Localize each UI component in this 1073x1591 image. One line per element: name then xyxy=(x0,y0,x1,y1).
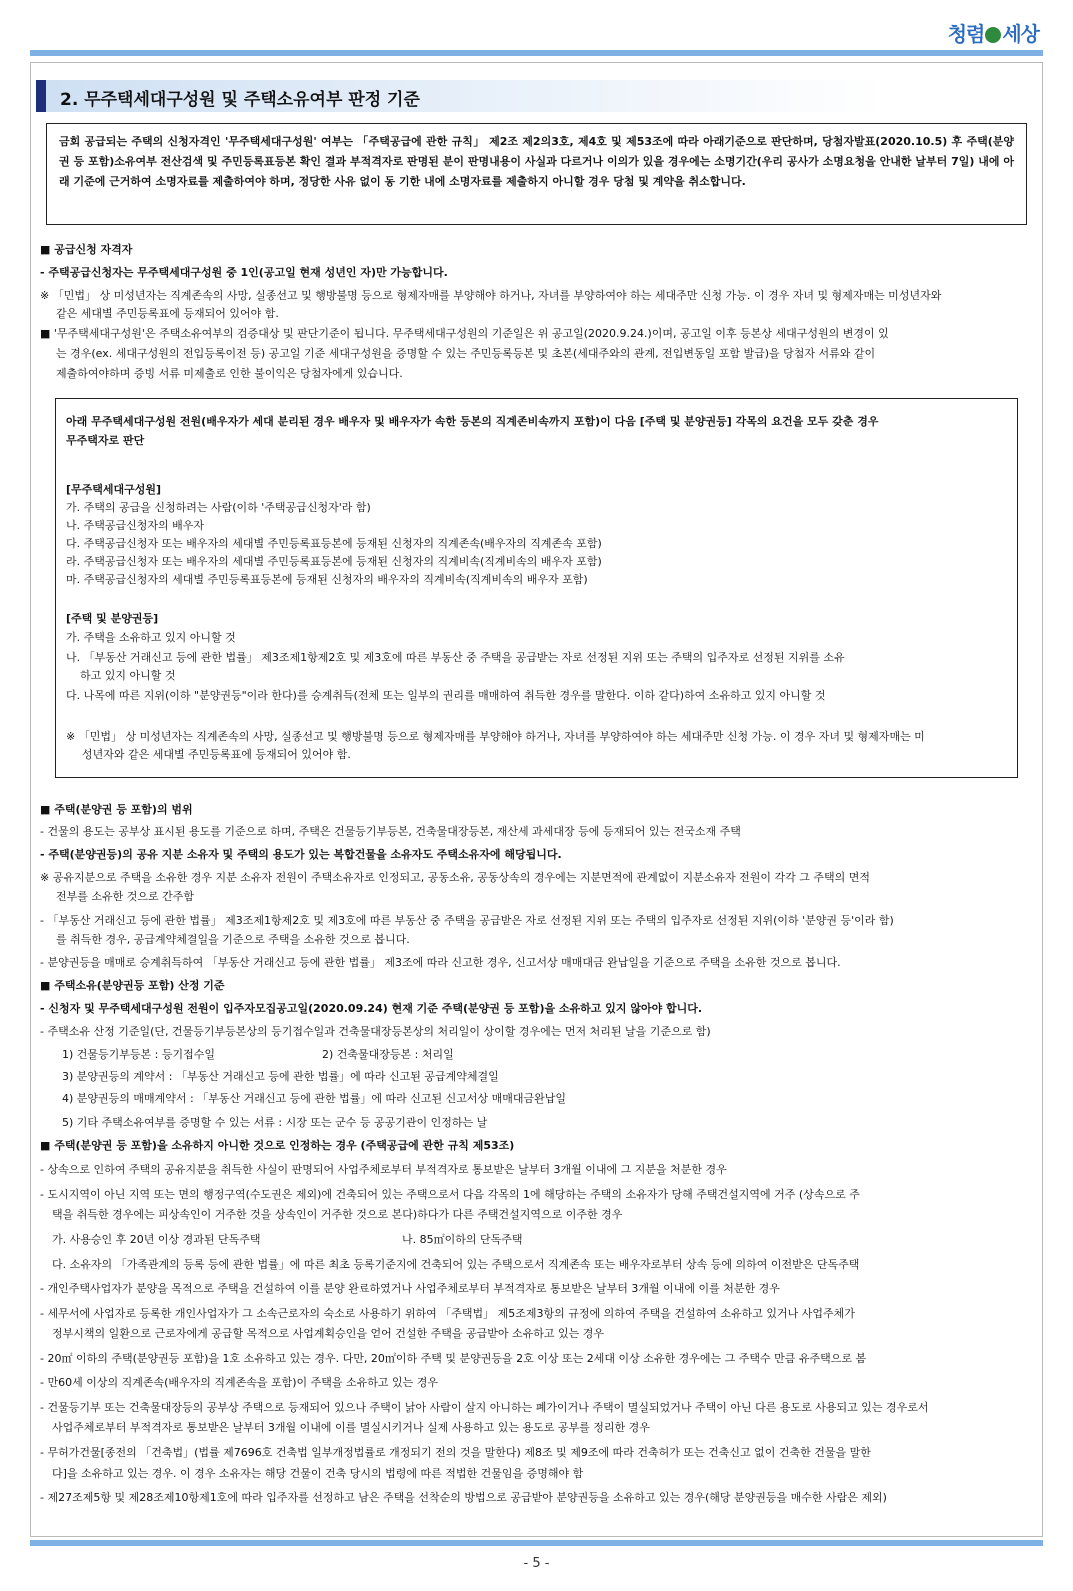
box-item: 가. 주택의 공급을 신청하려는 사람(이하 '주택공급신청자'라 함) xyxy=(66,501,371,514)
s2-line: - 분양권등을 매매로 승계취득하여 「부동산 거래신고 등에 관한 법률」 제3조에 따라 신고한 경우, 신고서상 매매대금 완납일을 기준으로 주택을 소유한 것으로 봅니다. xyxy=(40,956,841,969)
box-line: 아래 무주택세대구성원 전원(배우자가 세대 분리된 경우 배우자 및 배우자가 속한 등본의 직계존비속까지 포함)이 다음 [주택 및 분양권등] 각목의 요건을 모두 갖춘 경우 xyxy=(66,415,879,428)
s4-line: - 상속으로 인하여 주택의 공유지분을 취득한 사실이 판명되어 사업주체로부터 부적격자로 통보받은 날부터 3개월 이내에 그 지분을 처분한 경우 xyxy=(40,1163,727,1176)
s1-line: ※ 「민법」 상 미성년자는 직계존속의 사망, 실종선고 및 행방불명 등으로 형제자매를 부양해야 하거나, 자녀를 부양하여야 하는 세대주만 신청 가능. 이 경우 자녀 및 형제자매는 미성년자와 xyxy=(40,289,942,302)
section-title: 2. 무주택세대구성원 및 주택소유여부 판정 기준 xyxy=(60,90,420,110)
s4-line: - 건물등기부 또는 건축물대장등의 공부상 주택으로 등재되어 있으나 주택이 낡아 사람이 살지 아니하는 폐가이거나 주택이 멸실되었거나 주택이 아닌 다른 용도로 사용되고 있는 경우로서 xyxy=(40,1401,929,1414)
box-item: 다. 나목에 따른 지위(이하 "분양권등"이라 한다)를 승계취득(전체 또는 일부의 권리를 매매하여 취득한 경우를 말한다. 이하 같다)하여 소유하고 있지 아니할 것 xyxy=(66,689,826,702)
s4-line: 정부시책의 일환으로 근로자에게 공급할 목적으로 사업계획승인을 얻어 건설한 주택을 공급받아 소유하고 있는 경우 xyxy=(52,1327,605,1340)
s1-line: 제출하여야하며 증빙 서류 미제출로 인한 불이익은 당첨자에게 있습니다. xyxy=(56,367,403,380)
s2-line: 전부를 소유한 것으로 간주함 xyxy=(56,890,195,903)
s1-line: 같은 세대별 주민등록표에 등재되어 있어야 함. xyxy=(56,307,279,320)
s1-line: 는 경우(ex. 세대구성원의 전입등록이전 등) 공고일 기준 세대구성원을 증명할 수 있는 주민등록등본 및 초본(세대주와의 관계, 전입변동일 포함 발급)을 당첨자 서류와 같이 xyxy=(56,347,876,360)
s3-item: 4) 분양권등의 매매계약서 : 「부동산 거래신고 등에 관한 법률」에 따라 신고된 신고서상 매매대금완납일 xyxy=(62,1092,566,1105)
box-note: 성년자와 같은 세대별 주민등록표에 등재되어 있어야 함. xyxy=(82,748,351,761)
s2-heading: ■ 주택(분양권 등 포함)의 범위 xyxy=(40,803,193,816)
box-item: 가. 주택을 소유하고 있지 아니할 것 xyxy=(66,631,236,644)
s4-line: - 개인주택사업자가 분양을 목적으로 주택을 건설하여 이를 분양 완료하였거나 사업주체로부터 부적격자로 통보받은 날부터 3개월 이내에 이를 처분한 경우 xyxy=(40,1282,780,1295)
s1-heading: ■ 공급신청 자격자 xyxy=(40,243,133,256)
box-item: 라. 주택공급신청자 또는 배우자의 세대별 주민등록표등본에 등재된 신청자의 직계비속(직계비속의 배우자 포함) xyxy=(66,555,602,568)
box-note: ※ 「민법」 상 미성년자는 직계존속의 사망, 실종선고 및 행방불명 등으로 형제자매를 부양해야 하거나, 자녀를 부양하여야 하는 세대주만 신청 가능. 이 경우 자녀 및 형제자매는 미 xyxy=(66,730,925,743)
box-item: 나. 주택공급신청자의 배우자 xyxy=(66,519,205,532)
box-item: 하고 있지 아니할 것 xyxy=(80,669,176,682)
s4-line: 사업주체로부터 부적격자로 통보받은 날부터 3개월 이내에 이를 멸실시키거나 실제 사용하고 있는 용도로 공부를 정리한 경우 xyxy=(52,1421,650,1434)
s1-line: - 주택공급신청자는 무주택세대구성원 중 1인(공고일 현재 성년인 자)만 가능합니다. xyxy=(40,266,448,279)
logo-mark-icon xyxy=(985,27,1001,43)
box-item: 마. 주택공급신청자의 세대별 주민등록표등본에 등재된 신청자의 배우자의 직계비속(직계비속의 배우자 포함) xyxy=(66,573,588,586)
box-line: 무주택자로 판단 xyxy=(66,434,145,447)
top-divider xyxy=(30,50,1043,56)
s3-item: 2) 건축물대장등본 : 처리일 xyxy=(322,1048,454,1061)
s3-line: - 신청자 및 무주택세대구성원 전원이 입주자모집공고일(2020.09.24) 현재 기준 주택(분양권 등 포함)을 소유하고 있지 않아야 합니다. xyxy=(40,1002,703,1015)
box-heading: [무주택세대구성원] xyxy=(66,483,162,496)
box-item: 다. 주택공급신청자 또는 배우자의 세대별 주민등록표등본에 등재된 신청자의 직계존속(배우자의 직계존속 포함) xyxy=(66,537,602,550)
s4-heading: ■ 주택(분양권 등 포함)을 소유하지 아니한 것으로 인정하는 경우 (주택공급에 관한 규칙 제53조) xyxy=(40,1139,515,1152)
s4-item: 가. 사용승인 후 20년 이상 경과된 단독주택 xyxy=(52,1233,261,1246)
s4-line: - 제27조제5항 및 제28조제10항제1호에 따라 입주자를 선정하고 남은 주택을 선착순의 방법으로 공급받아 분양권등을 소유하고 있는 경우(해당 분양권등을 매수한 사람은 제외) xyxy=(40,1491,887,1504)
intro-box: 금회 공급되는 주택의 신청자격인 '무주택세대구성원' 여부는 「주택공급에 관한 규칙」 제2조 제2의3호, 제4호 및 제53조에 따라 아래기준으로 판단하며, 당첨자발표(2020.10.5) 후 주택(분양권 등 포함)소유여부 전산검색 및 주민등록표등본 확인 결과 부적격자로 판명된 분이 판명내용이 사실과 다르거나 이의가 있을 경우에는 소명기간(우리 공사가 소명요청을 안내한 날부터 7일) 내에 아래 기준에 근거하여 소명자료를 제출하여야 하며, 정당한 사유 없이 동 기한 내에 소명자료를 제출하지 아니할 경우 당첨 및 계약을 취소합니다. xyxy=(46,123,1027,225)
s3-heading: ■ 주택소유(분양권등 포함) 산정 기준 xyxy=(40,979,225,992)
s4-line: - 만60세 이상의 직계존속(배우자의 직계존속을 포함)이 주택을 소유하고 있는 경우 xyxy=(40,1376,439,1389)
s4-line: 택을 취득한 경우에는 피상속인이 거주한 것을 상속인이 거주한 것으로 본다)하다가 다른 주택건설지역으로 이주한 경우 xyxy=(52,1208,623,1221)
s3-item: 3) 분양권등의 계약서 : 「부동산 거래신고 등에 관한 법률」에 따라 신고된 공급계약체결일 xyxy=(62,1070,499,1083)
s4-line: - 무허가건물[종전의 「건축법」(법률 제7696호 건축법 일부개정법률로 개정되기 전의 것을 말한다) 제8조 및 제9조에 따라 건축허가 또는 건축신고 없이 건축한 건물을 말한 xyxy=(40,1446,871,1459)
s4-line: - 세무서에 사업자로 등록한 개인사업자가 그 소속근로자의 숙소로 사용하기 위하여 「주택법」 제5조제3항의 규정에 의하여 주택을 건설하여 소유하고 있거나 사업주체가 xyxy=(40,1307,855,1320)
s2-line: 를 취득한 경우, 공급계약체결일을 기준으로 주택을 소유한 것으로 봅니다. xyxy=(56,933,410,946)
box-heading: [주택 및 분양권등] xyxy=(66,612,159,625)
s2-line: ※ 공유지분으로 주택을 소유한 경우 지분 소유자 전원이 주택소유자로 인정되고, 공동소유, 공동상속의 경우에는 지분면적에 관계없이 지분소유자 전원이 각각 그 주택의 면적 xyxy=(40,871,870,884)
s4-item: 나. 85㎡이하의 단독주택 xyxy=(402,1233,523,1246)
s2-line: - 주택(분양권등)의 공유 지분 소유자 및 주택의 용도가 있는 복합건물을 소유자도 주택소유자에 해당됩니다. xyxy=(40,848,562,861)
s4-line: 다]을 소유하고 있는 경우. 이 경우 소유자는 해당 건물이 건축 당시의 법령에 따른 적법한 건물임을 증명해야 함 xyxy=(52,1467,584,1480)
s2-line: - 건물의 용도는 공부상 표시된 용도를 기준으로 하며, 주택은 건물등기부등본, 건축물대장등본, 재산세 과세대장 등에 등재되어 있는 전국소재 주택 xyxy=(40,825,741,838)
s4-item: 다. 소유자의 「가족관계의 등록 등에 관한 법률」에 따른 최초 등록기준지에 건축되어 있는 주택으로서 직계존속 또는 배우자로부터 상속 등에 의하여 이전받은 단독주택 xyxy=(52,1258,860,1271)
logo: 청렴 세상 xyxy=(947,22,1039,46)
s3-item: 1) 건물등기부등본 : 등기접수일 xyxy=(62,1048,215,1061)
s2-line: - 「부동산 거래신고 등에 관한 법률」 제3조제1항제2호 및 제3호에 따른 부동산 중 주택을 공급받은 자로 선정된 지위 또는 주택의 입주자로 선정된 지위(이하 '분양권 등'이라 함) xyxy=(40,914,894,927)
s3-item: 5) 기타 주택소유여부를 증명할 수 있는 서류 : 시장 또는 군수 등 공공기관이 인정하는 날 xyxy=(62,1116,488,1129)
s3-line: - 주택소유 산정 기준일(단, 건물등기부등본상의 등기접수일과 건축물대장등본상의 처리일이 상이할 경우에는 먼저 처리된 날을 기준으로 함) xyxy=(40,1025,711,1038)
section-title-bar xyxy=(36,80,1037,112)
bottom-divider xyxy=(30,1540,1043,1546)
s1-line: ■ '무주택세대구성원'은 주택소유여부의 검증대상 및 판단기준이 됩니다. 무주택세대구성원의 기준일은 위 공고일(2020.9.24.)이며, 공고일 이후 등본상 세대구성원의 변경이 있 xyxy=(40,327,889,340)
page-number: - 5 - xyxy=(523,1556,550,1571)
s4-line: - 20㎡ 이하의 주택(분양권등 포함)을 1호 소유하고 있는 경우. 다만, 20㎡이하 주택 및 분양권등을 2호 이상 또는 2세대 이상 소유한 경우에는 그 주택수 만큼 유주택으로 봄 xyxy=(40,1352,867,1365)
box-item: 나. 「부동산 거래신고 등에 관한 법률」 제3조제1항제2호 및 제3호에 따른 부동산 중 주택을 공급받는 자로 선정된 지위 또는 주택의 입주자로 선정된 지위를 소유 xyxy=(66,651,845,664)
s4-line: - 도시지역이 아닌 지역 또는 면의 행정구역(수도권은 제외)에 건축되어 있는 주택으로서 다음 각목의 1에 해당하는 주택의 소유자가 당해 주택건설지역에 거주 (상속으로 주 xyxy=(40,1188,860,1201)
